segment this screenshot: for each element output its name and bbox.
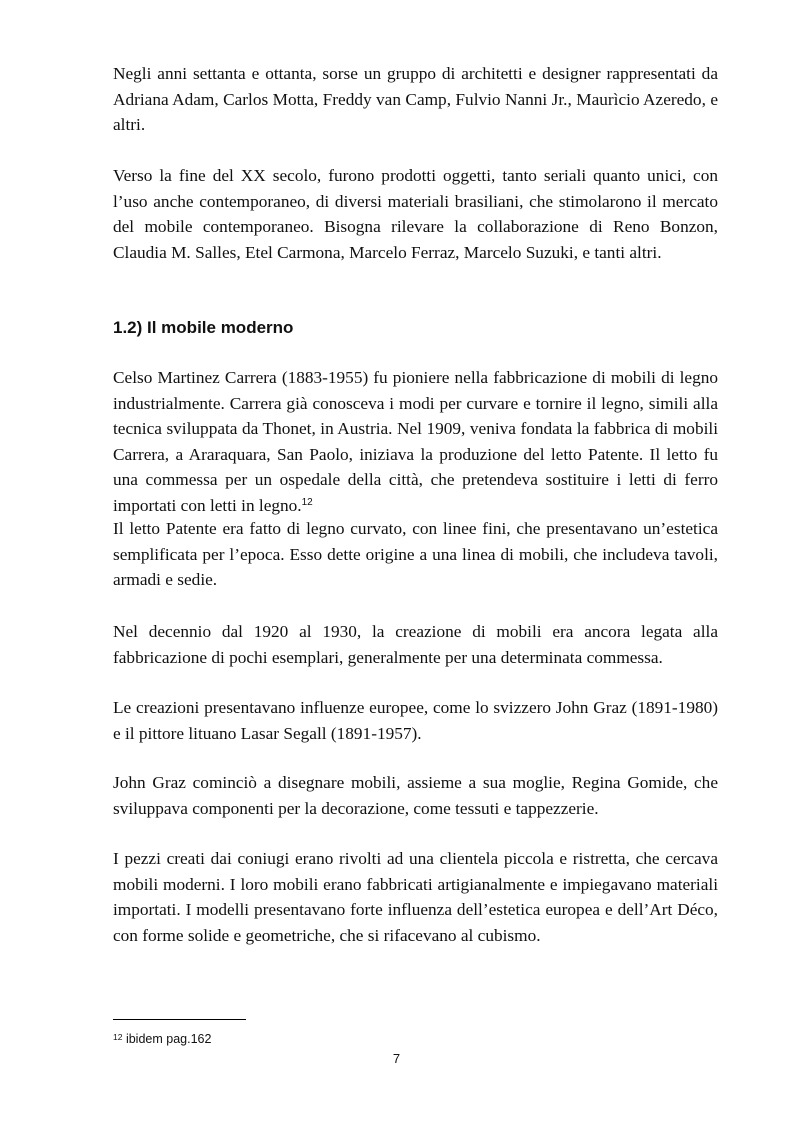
footnote-number: 12 <box>113 1032 123 1042</box>
footnote-reference[interactable]: 12 <box>301 496 313 508</box>
paragraph-letto-patente: Il letto Patente era fatto di legno curvato, con linee fini, che presentavano un’estetica semplificata per l’epoca. Esso dette origine a una linea di mobili, che includeva tavoli, armadi e sedie. <box>113 519 718 590</box>
paragraph-john-graz: John Graz cominciò a disegnare mobili, assieme a sua moglie, Regina Gomide, che sviluppava componenti per la decorazione, come tessuti e tappezzerie. <box>113 773 718 818</box>
section-heading: 1.2) Il mobile moderno <box>113 318 294 337</box>
footnote-divider <box>113 1019 246 1020</box>
paragraph-carrera-text: Celso Martinez Carrera (1883-1955) fu pioniere nella fabbricazione di mobili di legno industrialmente. Carrera già conosceva i modi per curvare e tornire il legno, simili alla tecnica sviluppata da Thonet, in Austria. Nel 1909, veniva fondata la fabbrica di mobili Carrera, a Araraquara, San Paolo, iniziava la produzione del letto Patente. Il letto fu una commessa per un ospedale della città, che pretendeva sostituire i letti di ferro importati con letti in legno. <box>113 368 718 515</box>
page-number: 7 <box>392 1051 401 1066</box>
paragraph-designers: Negli anni settanta e ottanta, sorse un gruppo di architetti e designer rappresentati da Adriana Adam, Carlos Motta, Freddy van Camp, Fulvio Nanni Jr., Maurìcio Azeredo, e altri. <box>113 64 718 135</box>
paragraph-european-influences: Le creazioni presentavano influenze europee, come lo svizzero John Graz (1891-1980) e il pittore lituano Lasar Segall (1891-1957). <box>113 698 718 743</box>
footnote-text: ibidem pag.162 <box>122 1032 212 1046</box>
paragraph-decade-1920-1930: Nel decennio dal 1920 al 1930, la creazione di mobili era ancora legata alla fabbricazione di pochi esemplari, generalmente per una determinata commessa. <box>113 622 718 667</box>
paragraph-late-20th-century: Verso la fine del XX secolo, furono prodotti oggetti, tanto seriali quanto unici, con l’uso anche contemporaneo, di diversi materiali brasiliani, che stimolarono il mercato del mobile contemporaneo. Bisogna rilevare la collaborazione di Reno Bonzon, Claudia M. Salles, Etel Carmona, Marcelo Ferraz, Marcelo Suzuki, e tanti altri. <box>113 166 718 262</box>
paragraph-clientela: I pezzi creati dai coniugi erano rivolti ad una clientela piccola e ristretta, che cercava mobili moderni. I loro mobili erano fabbricati artigianalmente e impiegavano materiali importati. I modelli presentavano forte influenza dell’estetica europea e dell’Art Déco, con forme solide e geometriche, che si rifacevano al cubismo. <box>113 849 718 945</box>
paragraph-carrera <box>113 365 718 519</box>
footnote <box>113 1031 211 1047</box>
